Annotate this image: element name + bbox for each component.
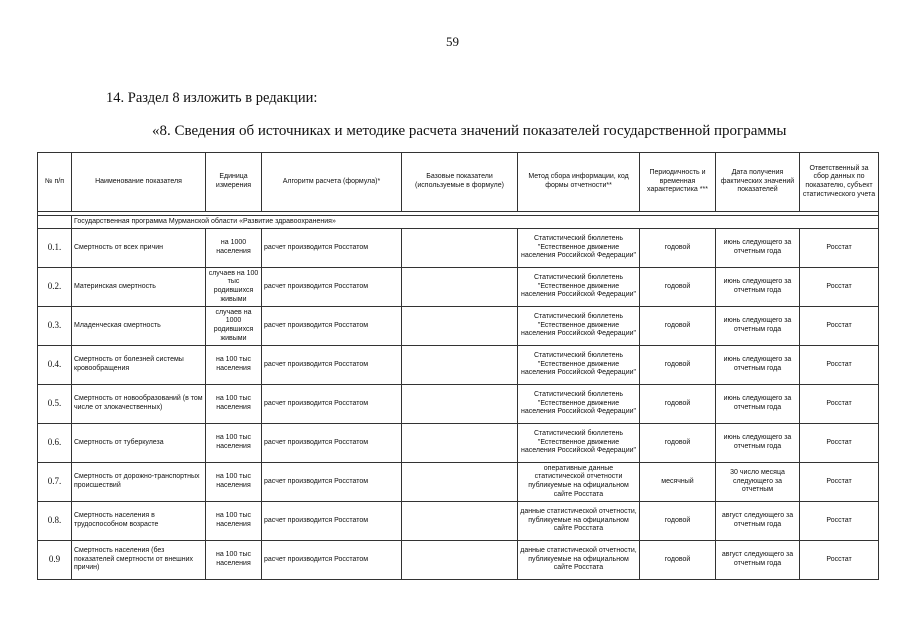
table-row [38, 502, 879, 541]
row-number: 0.5. [38, 385, 72, 424]
periodicity: годовой [640, 385, 716, 424]
base-indicators [402, 268, 518, 307]
calculation-algorithm: расчет производится Росстатом [262, 463, 402, 502]
responsible-party: Росстат [800, 424, 879, 463]
unit-of-measure: случаев на 100 тыс родившихся живыми [206, 268, 262, 307]
collection-method: данные статистической отчетности, публикуемые на официальном сайте Росстата [518, 502, 640, 541]
unit-of-measure: на 100 тыс населения [206, 346, 262, 385]
row-number: 0.2. [38, 268, 72, 307]
row-number: 0.8. [38, 502, 72, 541]
header-num: № п/п [38, 153, 72, 212]
unit-of-measure: на 100 тыс населения [206, 463, 262, 502]
header-indicator-name: Наименование показателя [72, 153, 206, 212]
row-number: 0.9 [38, 541, 72, 580]
responsible-party: Росстат [800, 541, 879, 580]
collection-method: Статистический бюллетень "Естественное движение населения Российской Федерации" [518, 229, 640, 268]
periodicity: годовой [640, 541, 716, 580]
calculation-algorithm: расчет производится Росстатом [262, 502, 402, 541]
table-row [38, 229, 879, 268]
program-title: Государственная программа Мурманской области «Развитие здравоохранения» [72, 216, 879, 229]
responsible-party: Росстат [800, 307, 879, 346]
header-base-indicators: Базовые показатели (используемые в формуле) [402, 153, 518, 212]
base-indicators [402, 463, 518, 502]
periodicity: годовой [640, 229, 716, 268]
header-periodicity: Периодичность и временная характеристика *** [640, 153, 716, 212]
calculation-algorithm: расчет производится Росстатом [262, 541, 402, 580]
indicators-table [37, 152, 879, 580]
data-date: июнь следующего за отчетным года [716, 385, 800, 424]
indicator-name: Материнская смертность [72, 268, 206, 307]
row-number: 0.3. [38, 307, 72, 346]
periodicity: годовой [640, 346, 716, 385]
header-method: Метод сбора информации, код формы отчетности** [518, 153, 640, 212]
calculation-algorithm: расчет производится Росстатом [262, 229, 402, 268]
header-date: Дата получения фактических значений показателей [716, 153, 800, 212]
collection-method: Статистический бюллетень "Естественное движение населения Российской Федерации" [518, 424, 640, 463]
periodicity: годовой [640, 268, 716, 307]
data-date: июнь следующего за отчетным года [716, 424, 800, 463]
collection-method: Статистический бюллетень "Естественное движение населения Российской Федерации" [518, 268, 640, 307]
data-date: август следующего за отчетным года [716, 541, 800, 580]
data-date: август следующего за отчетным года [716, 502, 800, 541]
table-header-row [38, 153, 879, 212]
unit-of-measure: на 100 тыс населения [206, 541, 262, 580]
periodicity: месячный [640, 463, 716, 502]
base-indicators [402, 541, 518, 580]
calculation-algorithm: расчет производится Росстатом [262, 385, 402, 424]
responsible-party: Росстат [800, 268, 879, 307]
table-row [38, 424, 879, 463]
collection-method: Статистический бюллетень "Естественное движение населения Российской Федерации" [518, 307, 640, 346]
unit-of-measure: на 100 тыс населения [206, 502, 262, 541]
calculation-algorithm: расчет производится Росстатом [262, 424, 402, 463]
calculation-algorithm: расчет производится Росстатом [262, 268, 402, 307]
base-indicators [402, 502, 518, 541]
collection-method: данные статистической отчетности, публикуемые на официальном сайте Росстата [518, 541, 640, 580]
data-date: июнь следующего за отчетным года [716, 307, 800, 346]
table-row [38, 385, 879, 424]
responsible-party: Росстат [800, 463, 879, 502]
calculation-algorithm: расчет производится Росстатом [262, 346, 402, 385]
table-row [38, 268, 879, 307]
table-row [38, 463, 879, 502]
unit-of-measure: на 100 тыс населения [206, 424, 262, 463]
section-title: «8. Сведения об источниках и методике расчета значений показателей государственной программы [152, 123, 787, 139]
collection-method: Статистический бюллетень "Естественное движение населения Российской Федерации" [518, 385, 640, 424]
indicator-name: Смертность от болезней системы кровообращения [72, 346, 206, 385]
periodicity: годовой [640, 502, 716, 541]
table-row [38, 346, 879, 385]
responsible-party: Росстат [800, 346, 879, 385]
row-number: 0.6. [38, 424, 72, 463]
table-row [38, 541, 879, 580]
data-date: июнь следующего за отчетным года [716, 268, 800, 307]
responsible-party: Росстат [800, 385, 879, 424]
indicator-name: Младенческая смертность [72, 307, 206, 346]
unit-of-measure: на 1000 населения [206, 229, 262, 268]
header-algorithm: Алгоритм расчета (формула)* [262, 153, 402, 212]
header-unit: Единица измерения [206, 153, 262, 212]
base-indicators [402, 229, 518, 268]
base-indicators [402, 307, 518, 346]
row-number: 0.7. [38, 463, 72, 502]
data-date: 30 число месяца следующего за отчетным [716, 463, 800, 502]
periodicity: годовой [640, 307, 716, 346]
unit-of-measure: случаев на 1000 родившихся живыми [206, 307, 262, 346]
unit-of-measure: на 100 тыс населения [206, 385, 262, 424]
header-responsible: Ответственный за сбор данных по показателю, субъект статистического учета [800, 153, 879, 212]
row-number: 0.4. [38, 346, 72, 385]
calculation-algorithm: расчет производится Росстатом [262, 307, 402, 346]
data-date: июнь следующего за отчетным года [716, 346, 800, 385]
responsible-party: Росстат [800, 502, 879, 541]
program-row [38, 216, 879, 229]
base-indicators [402, 424, 518, 463]
item-heading: 14. Раздел 8 изложить в редакции: [106, 90, 318, 106]
responsible-party: Росстат [800, 229, 879, 268]
data-date: июнь следующего за отчетным года [716, 229, 800, 268]
row-number: 0.1. [38, 229, 72, 268]
indicator-name: Смертность от новообразований (в том числе от злокачественных) [72, 385, 206, 424]
indicator-name: Смертность от дорожно-транспортных происшествий [72, 463, 206, 502]
base-indicators [402, 346, 518, 385]
indicator-name: Смертность населения (без показателей смертности от внешних причин) [72, 541, 206, 580]
periodicity: годовой [640, 424, 716, 463]
page-number: 59 [446, 34, 459, 49]
collection-method: Статистический бюллетень "Естественное движение населения Российской Федерации" [518, 346, 640, 385]
indicator-name: Смертность от всех причин [72, 229, 206, 268]
indicator-name: Смертность населения в трудоспособном возрасте [72, 502, 206, 541]
collection-method: оперативные данные статистической отчетности публикуемые на официальном сайте Росстата [518, 463, 640, 502]
table-row [38, 307, 879, 346]
base-indicators [402, 385, 518, 424]
indicator-name: Смертность от туберкулеза [72, 424, 206, 463]
